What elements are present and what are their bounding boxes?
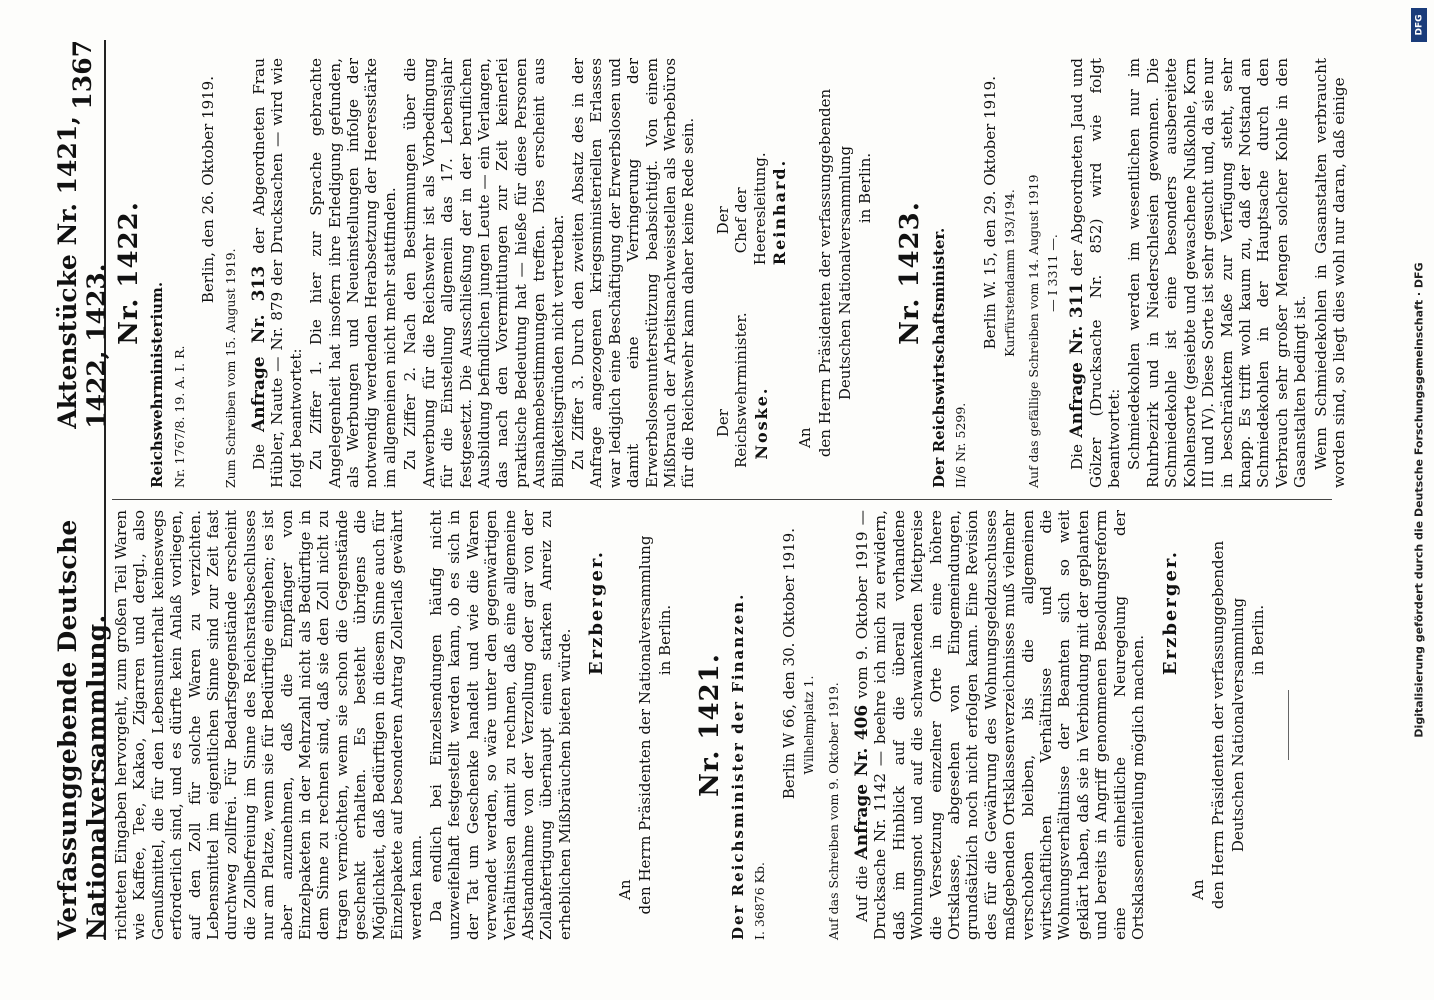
reference-1422: Nr. 1767/8. 19. A. I. R. <box>171 345 187 488</box>
body-1423-1: Schmiedekohlen werden im wesentlichen nur im Ruhrbezirk und in Niederschlesien gewonnen. Die Schmiedekohle ist eine besonders ausbereitete Kohlensorte (gesiebte und gewaschene Nußkohle, Korn III und IV). Diese Sorte ist sehr gesucht und, da sie nur in beschränktem Maße zur Verfügung steht, sehr knapp. Es trifft wohl kaum zu, daß der Notstand an Schmiedekohlen in der Hauptsache durch den Verbrauch sehr großer Mengen solcher Kohle in den Gasanstalten bedingt ist. <box>1125 58 1310 488</box>
running-title: Verfassunggebende Deutsche Nationalversammlung. <box>53 519 111 940</box>
lead-after: vom 9. Oktober 1919 <box>853 531 871 699</box>
right-column <box>112 57 1348 488</box>
intro-text: der Abgeordneten Frau Hübler, Naute — Nr. 879 der Drucksachen — wird wie folgt beantwortet: <box>250 57 305 488</box>
address-line: den Herrn Präsidenten der verfassunggebenden <box>1208 540 1227 910</box>
column-divider <box>112 499 1332 500</box>
sig-name-reinhard: Reinhard. <box>770 158 789 266</box>
credit-text: Digitalisierung gefördert durch die Deutsche Forschungsgemeinschaft · DFG <box>1412 262 1426 738</box>
act-number-1422: Nr. 1422. <box>114 201 144 345</box>
address-block-1 <box>615 510 675 940</box>
sig-title: Chef der Heeresleitung. <box>732 152 769 266</box>
sig-label: Der <box>713 409 732 438</box>
dateline-1422: Berlin, den 26. Oktober 1919. <box>199 76 218 304</box>
intro-text: der Abgeordneten Jaud und Gölzer (Drucksache Nr. 852) wird wie folgt beantwortet: <box>1068 58 1124 488</box>
signature-reichswehrminister <box>714 281 790 468</box>
ziffer-3: Zu Ziffer 3. Durch den zweiten Absatz des in der Anfrage angezogenen kriegsministeriellen Erlasses war lediglich eine Beschäftigung der Erwerbslosen und damit eine Verringerung der Erwerbslosenunterstützung beabsichtigt. Von einem Mißbrauch der Arbeitsnachweisstellen als Werbebüros für die Reichswehr kann daher keine Rede sein. <box>568 58 698 488</box>
reference-letter-1421: Auf das Schreiben vom 9. Oktober 1919. <box>825 682 841 940</box>
continued-text-2: Da endlich bei Einzelsendungen häufig nicht unzweifelhaft festgestellt werden kann, ob es sich in der Tat um Geschenke handelt und wie die Waren verwendet werden, so wäre unter den gegenwärtigen Verhältnissen damit zu rechnen, daß eine allgemeine Abstandnahme von der Verzollung oder gar von der Zollabfertigung überhaupt einen starken Anreiz zu erheblichen Mißbräuchen bieten würde. <box>426 510 574 940</box>
ministry-reichswehr: Reichswehrministerium. <box>148 281 167 488</box>
address-an: An <box>1188 879 1207 900</box>
body-text-1421: — Drucksache Nr. 1142 — beehre ich mich zu erwidern, daß im Hinblick auf die überall vorhandene Wohnungsnot und auf die schwankenden Mietpreise die Versetzung einzelner Orte in eine höhere Ortsklasse, abgesehen von Eingemeindungen, grundsätzlich noch nicht erfolgen kann. Eine Revision des für die Gewährung des Wohnungsgeldzuschusses maßgebenden Ortsklassenverzeichnisses muß vielmehr verschoben bleiben, bis die allgemeinen wirtschaftlichen Verhältnisse und die Wohnungsverhältnisse der Beamten sich so weit geklärt haben, daß sie in Verbindung mit der geplanten und bereits in Angriff genommenen Besoldungsreform eine einheitliche Neuregelung der Ortsklasseneinteilung möglich machen. <box>853 510 1148 940</box>
sig-name-noske: Noske. <box>751 386 771 460</box>
reference-letter-1422: Zum Schreiben vom 15. August 1919. <box>222 248 238 488</box>
address-street-1423: Kurfürstendamm 193/194. <box>1002 189 1018 357</box>
signature-erzberger-1: Erzberger. <box>586 550 608 676</box>
signature-erzberger-2: Erzberger. <box>1159 550 1181 676</box>
address-block-1422 <box>795 58 875 488</box>
left-column <box>112 510 1332 940</box>
signatures-1422 <box>714 78 790 468</box>
page-header <box>53 40 111 940</box>
reference-1421: I. 36876 Kb. <box>752 862 768 940</box>
address-line: Deutschen Nationalversammlung <box>1228 597 1247 853</box>
signature-chef-heeresleitung <box>714 78 790 265</box>
anfrage-406: Anfrage Nr. 406 <box>852 704 872 860</box>
address-city: in Berlin. <box>1248 604 1267 676</box>
continued-text-1: richteten Eingaben hervorgeht, zum großen Teil Waren wie Kaffee, Tee, Kakao, Zigarren und dergl., also Genußmittel, die für den Lebensunterhalt keineswegs erforderlich sind, und es dürfte kein Anlaß vorliegen, auf den Zoll für solche Waren zu verzichten. Lebensmittel im eigentlichen Sinne sind zur Zeit fast durchweg zollfrei. Für Bedarfsgegenstände erscheint die Zollbefreiung im Sinne des Reichsratsbeschlusses nur am Platze, wenn sie für Bedürftige eingehen; es ist aber anzunehmen, daß die Empfänger von Einzelpaketen in der Mehrzahl nicht als Bedürftige in dem Sinne zu rechnen sind, daß sie den Zoll nicht zu tragen vermöchten, wenn sie schon die Gegenstände geschenkt erhalten. Es besteht übrigens die Möglichkeit, daß Bedürftigen in diesem Sinne auch für Einzelpakete auf besonderen Antrag Zollerlaß gewährt werden kann. <box>112 510 425 940</box>
sig-title: Reichswehrminister. <box>732 312 751 468</box>
dfg-credit-strip <box>1406 0 1432 1000</box>
address-street-1421: Wilhelmplatz 1. <box>801 675 817 775</box>
reference-letter-1423: Auf das gefällige Schreiben vom 14. August 1919 <box>1026 174 1042 488</box>
address-an: An <box>615 879 634 900</box>
address-city: in Berlin. <box>655 604 674 676</box>
ziffer-1: Zu Ziffer 1. Die hier zur Sprache gebrachte Angelegenheit hat insofern ihre Erledigung gefunden, als Werbungen und Neueinstellungen infolge der notwendig werdenden Herabsetzung der Heeresstärke im allgemeinen nicht mehr stattfinden. <box>307 58 399 488</box>
act-numbers: Aktenstücke Nr. 1421, 1422, 1423. <box>53 116 111 429</box>
body-1423-2: Wenn Schmiedekohlen in Gasanstalten verbraucht worden sind, so liegt dies wohl nur daran, daß einige <box>1311 58 1348 488</box>
sig-label: Der <box>713 206 732 235</box>
separator-rule <box>1288 690 1289 760</box>
address-line: den Herrn Präsidenten der Nationalversammlung <box>635 535 654 915</box>
address-city: in Berlin. <box>856 152 875 224</box>
address-an: An <box>796 427 815 448</box>
ziffer-2: Zu Ziffer 2. Nach den Bestimmungen über die Anwerbung für die Reichswehr ist als Vorbedingung für die Einstellung allgemein das 17. Lebensjahr festgesetzt. Die Ausschließung der in der beruflichen Ausbildung befindlichen jungen Leute — ein Verlangen, das nach den Vorermittlungen zur Zeit keinerlei praktische Bedeutung hat — hieße für diese Personen Ausnahmebestimmungen treffen. Dies erscheint aus Billigkeitsgründen nicht vertretbar. <box>401 58 567 488</box>
reference-1423: II/6 Nr. 5299. <box>953 402 969 488</box>
ministry-reichswirtschaft: Der Reichswirtschaftsminister. <box>929 227 948 488</box>
address-line: den Herrn Präsidenten der verfassunggebenden <box>816 88 835 458</box>
intro-1423 <box>1068 58 1123 488</box>
lead-text: Die <box>250 443 269 470</box>
page-number: 1367 <box>67 40 97 110</box>
reference-number-1423: — I 3311 —. <box>1044 234 1060 312</box>
anfrage-311: Anfrage Nr. 311 <box>1067 282 1088 438</box>
address-block-2 <box>1188 510 1268 940</box>
lead-text: Auf die <box>853 865 871 922</box>
intro-1422 <box>250 58 305 488</box>
page-inner <box>0 40 1360 940</box>
lead-text: Die <box>1068 443 1087 470</box>
act-number-1423: Nr. 1423. <box>895 201 926 345</box>
ministry-finanzen: Der Reichsminister der Finanzen. <box>728 592 747 940</box>
body-1421 <box>853 510 1148 940</box>
dateline-1421: Berlin W 66, den 30. Oktober 1919. <box>779 528 798 800</box>
dfg-logo-icon: DFG <box>1411 8 1427 42</box>
anfrage-313: Anfrage Nr. 313 <box>249 265 270 432</box>
act-number-1421: Nr. 1421. <box>694 653 725 797</box>
dateline-1423: Berlin W. 15, den 29. Oktober 1919. <box>980 76 999 350</box>
address-line: Deutschen Nationalversammlung <box>836 145 855 401</box>
